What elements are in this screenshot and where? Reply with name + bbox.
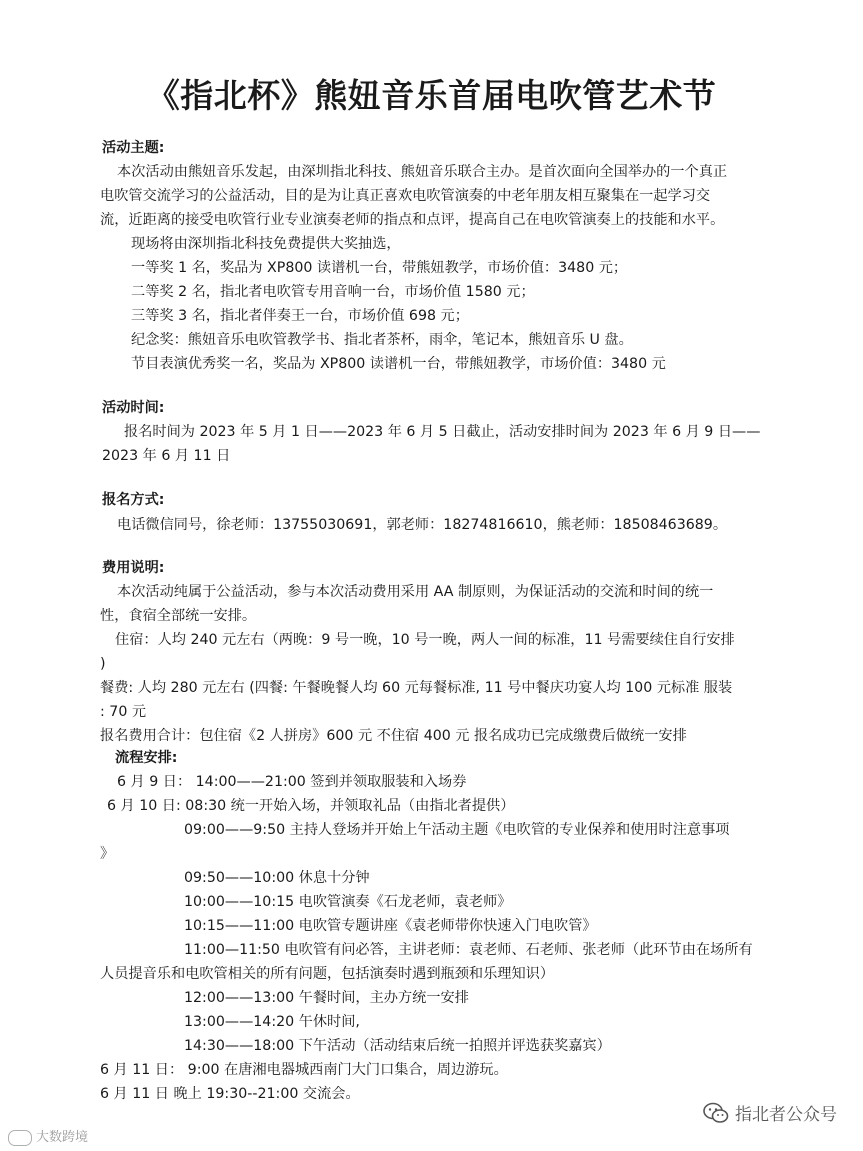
theme-line: 现场将由深圳指北科技免费提供大奖抽选， [131, 236, 401, 252]
fees-heading: 费用说明: [102, 560, 165, 576]
prize-souvenir: 纪念奖：熊妞音乐电吹管教学书、指北者茶杯，雨伞，笔记本，熊妞音乐 U 盘。 [131, 332, 633, 348]
time-line: 报名时间为 2023 年 5 月 1 日——2023 年 6 月 5 日截止，活动安排时间为 2023 年 6 月 9 日—— [124, 424, 761, 440]
watermark-source-name: 大数跨境 [36, 1130, 89, 1145]
schedule-item: 09:50——10:00 休息十分钟 [184, 870, 370, 886]
theme-line: 电吹管交流学习的公益活动，目的是为让真正喜欢电吹管演奏的中老年朋友相互聚集在一起学习交 [100, 188, 711, 204]
wechat-icon [703, 1102, 729, 1129]
fees-line: : 70 元 [100, 704, 147, 720]
prize-third: 三等奖 3 名，指北者伴奏王一台，市场价值 698 元； [131, 308, 469, 324]
schedule-item: 10:15——11:00 电吹管专题讲座《袁老师带你快速入门电吹管》 [184, 918, 597, 934]
signup-contacts: 电话微信同号，徐老师：13755030691，郭老师：18274816610，熊老师：18508463689。 [117, 517, 728, 533]
fees-line: 本次活动纯属于公益活动，参与本次活动费用采用 AA 制原则，为保证活动的交流和时间的统一 [117, 584, 714, 600]
signup-heading: 报名方式: [102, 492, 165, 508]
theme-line: 流，近距离的接受电吹管行业专业演奏老师的指点和点评，提高自己在电吹管演奏上的技能和水平。 [100, 212, 725, 228]
schedule-item: 10:00——10:15 电吹管演奏《石龙老师，袁老师》 [184, 894, 512, 910]
wechat-watermark [703, 1100, 837, 1129]
schedule-item: 6 月 10 日: 08:30 统一开始入场，并领取礼品（由指北者提供） [107, 798, 515, 814]
theme-heading: 活动主题: [102, 140, 165, 156]
schedule-item: 12:00——13:00 午餐时间，主办方统一安排 [184, 990, 469, 1006]
schedule-item: 13:00——14:20 午休时间, [184, 1014, 360, 1030]
schedule-item: 6 月 9 日： 14:00——21:00 签到并领取服装和入场券 [117, 774, 467, 790]
schedule-item: 14:30——18:00 下午活动（活动结束后统一拍照并评选获奖嘉宾） [184, 1038, 611, 1054]
schedule-item: 》 [100, 846, 115, 862]
fees-total: 报名费用合计：包住宿《2 人拼房》600 元 不住宿 400 元 报名成功已完成缴费后做统一安排 [100, 728, 687, 744]
prize-second: 二等奖 2 名，指北者电吹管专用音响一台，市场价值 1580 元； [131, 284, 535, 300]
fees-lodging: 住宿：人均 240 元左右（两晚：9 号一晚，10 号一晚，两人一间的标准，11 号需要续住自行安排 [115, 632, 735, 648]
prize-first: 一等奖 1 名，奖品为 XP800 读谱机一台，带熊妞教学，市场价值：3480 元； [131, 260, 628, 276]
schedule-item: 09:00——9:50 主持人登场并开始上午活动主题《电吹管的专业保养和使用时注意事项 [184, 822, 730, 838]
prize-performance: 节目表演优秀奖一名，奖品为 XP800 读谱机一台，带熊妞教学，市场价值：3480 元 [131, 356, 666, 372]
watermark-account-name: 指北者公众号 [735, 1105, 837, 1125]
schedule-item: 11:00—11:50 电吹管有问必答，主讲老师：袁老师、石老师、张老师（此环节由在场所有 [184, 942, 753, 958]
time-heading: 活动时间: [102, 400, 165, 416]
fees-line: 性，食宿全部统一安排。 [100, 608, 257, 624]
page-title: 《指北杯》熊妞音乐首届电吹管艺术节 [146, 76, 717, 115]
watermark-logo-icon [8, 1130, 32, 1146]
schedule-item: 6 月 11 日 晚上 19:30--21:00 交流会。 [100, 1086, 360, 1102]
schedule-item: 人员提音乐和电吹管相关的所有问题，包括演奏时遇到瓶颈和乐理知识） [100, 966, 555, 982]
fees-meals: 餐费: 人均 280 元左右 (四餐: 午餐晚餐人均 60 元每餐标准, 11 号中餐庆功宴人均 100 元标准 服装 [100, 680, 733, 696]
schedule-heading: 流程安排: [115, 750, 178, 766]
fees-line: ) [100, 656, 106, 672]
schedule-item: 6 月 11 日： 9:00 在唐湘电器城西南门大门口集合，周边游玩。 [100, 1062, 508, 1078]
time-line: 2023 年 6 月 11 日 [102, 448, 231, 464]
source-watermark [8, 1126, 88, 1146]
theme-line: 本次活动由熊妞音乐发起，由深圳指北科技、熊妞音乐联合主办。是首次面向全国举办的一个真正 [117, 164, 728, 180]
